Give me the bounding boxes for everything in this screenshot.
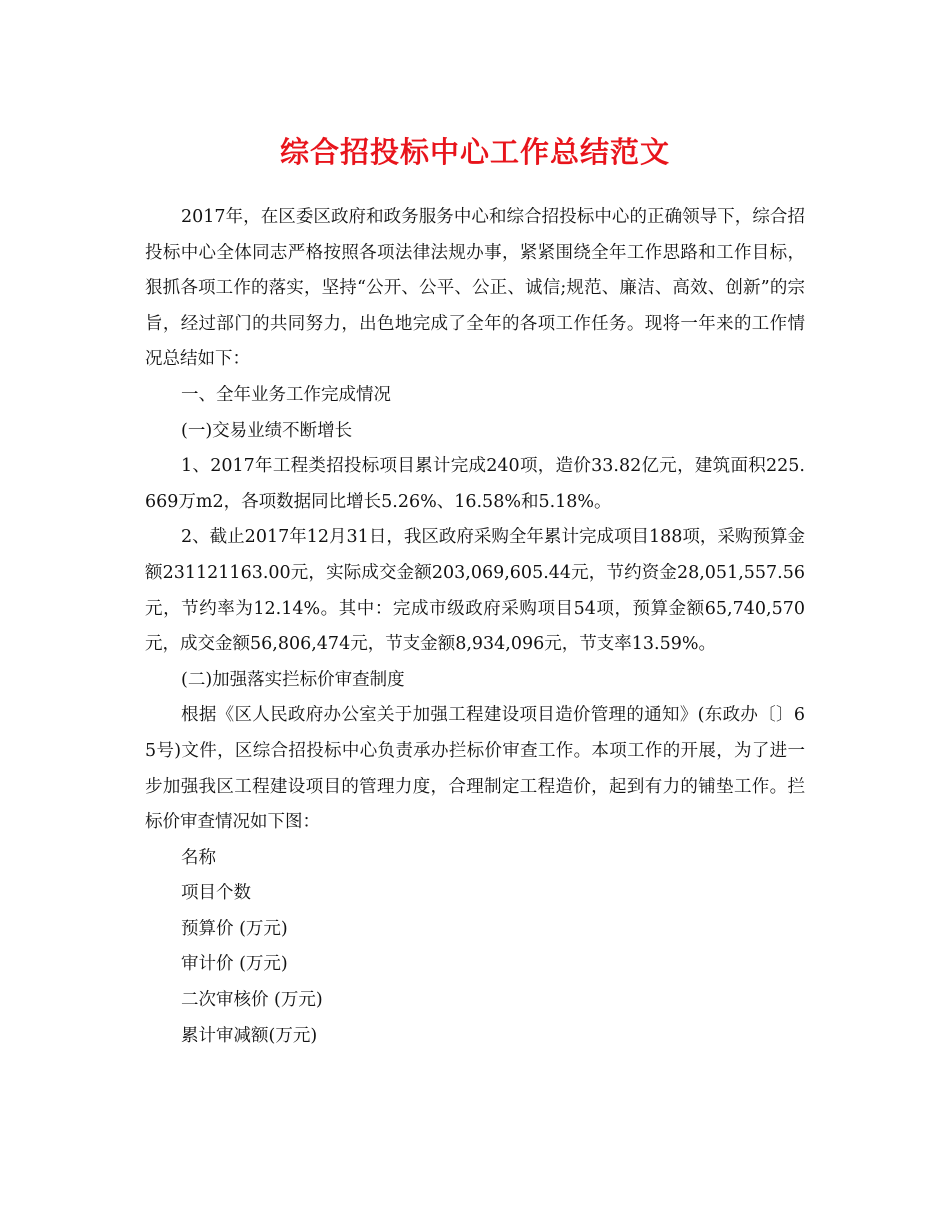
subsection-heading-2: (二)加强落实拦标价审查制度 [181,669,405,690]
document-title: 综合招投标中心工作总结范文 [279,135,670,169]
intro-paragraph: 2017年，在区委区政府和政务服务中心和综合招投标中心的正确领导下，综合招投标中心全体同志严格按照各项法律法规办事，紧紧围绕全年工作思路和工作目标，狠抓各项工作的落实，坚持“公开、公平、公正、诚信;规范、廉洁、高效、创新”的宗旨，经过部门的共同努力，出色地完成了全年的各项工作任务。现将一年来的工作情况总结如下： [145,207,805,370]
subsection-heading-1: (一)交易业绩不断增长 [181,420,353,441]
document-body [145,200,805,1054]
table-field-reduction: 累计审减额(万元) [181,1025,318,1046]
paragraph-engineering-bids: 1、2017年工程类招投标项目累计完成240项，造价33.82亿元，建筑面积225.669万m2，各项数据同比增长5.26%、16.58%和5.18%。 [145,456,805,512]
section-heading-1: 一、全年业务工作完成情况 [181,384,391,405]
paragraph-government-procurement: 2、截止2017年12月31日，我区政府采购全年累计完成项目188项，采购预算金额231121163.00元，实际成交金额203,069,605.44元，节约资金28,051,557.56元，节约率为12.14%。其中：完成市级政府采购项目54项，预算金额65,740,570元，成交金额56,806,474元，节支金额8,934,096元，节支率13.59%。 [145,527,805,655]
paragraph-price-review: 根据《区人民政府办公室关于加强工程建设项目造价管理的通知》(东政办〔〕65号)文件，区综合招投标中心负责承办拦标价审查工作。本项工作的开展，为了进一步加强我区工程建设项目的管理力度，合理制定工程造价，起到有力的铺垫工作。拦标价审查情况如下图： [145,705,805,833]
table-field-count: 项目个数 [181,883,251,904]
table-field-second-review: 二次审核价 (万元) [181,990,323,1011]
table-field-name: 名称 [181,847,216,868]
table-field-budget: 预算价 (万元) [181,918,288,939]
table-field-audit: 审计价 (万元) [181,954,288,975]
